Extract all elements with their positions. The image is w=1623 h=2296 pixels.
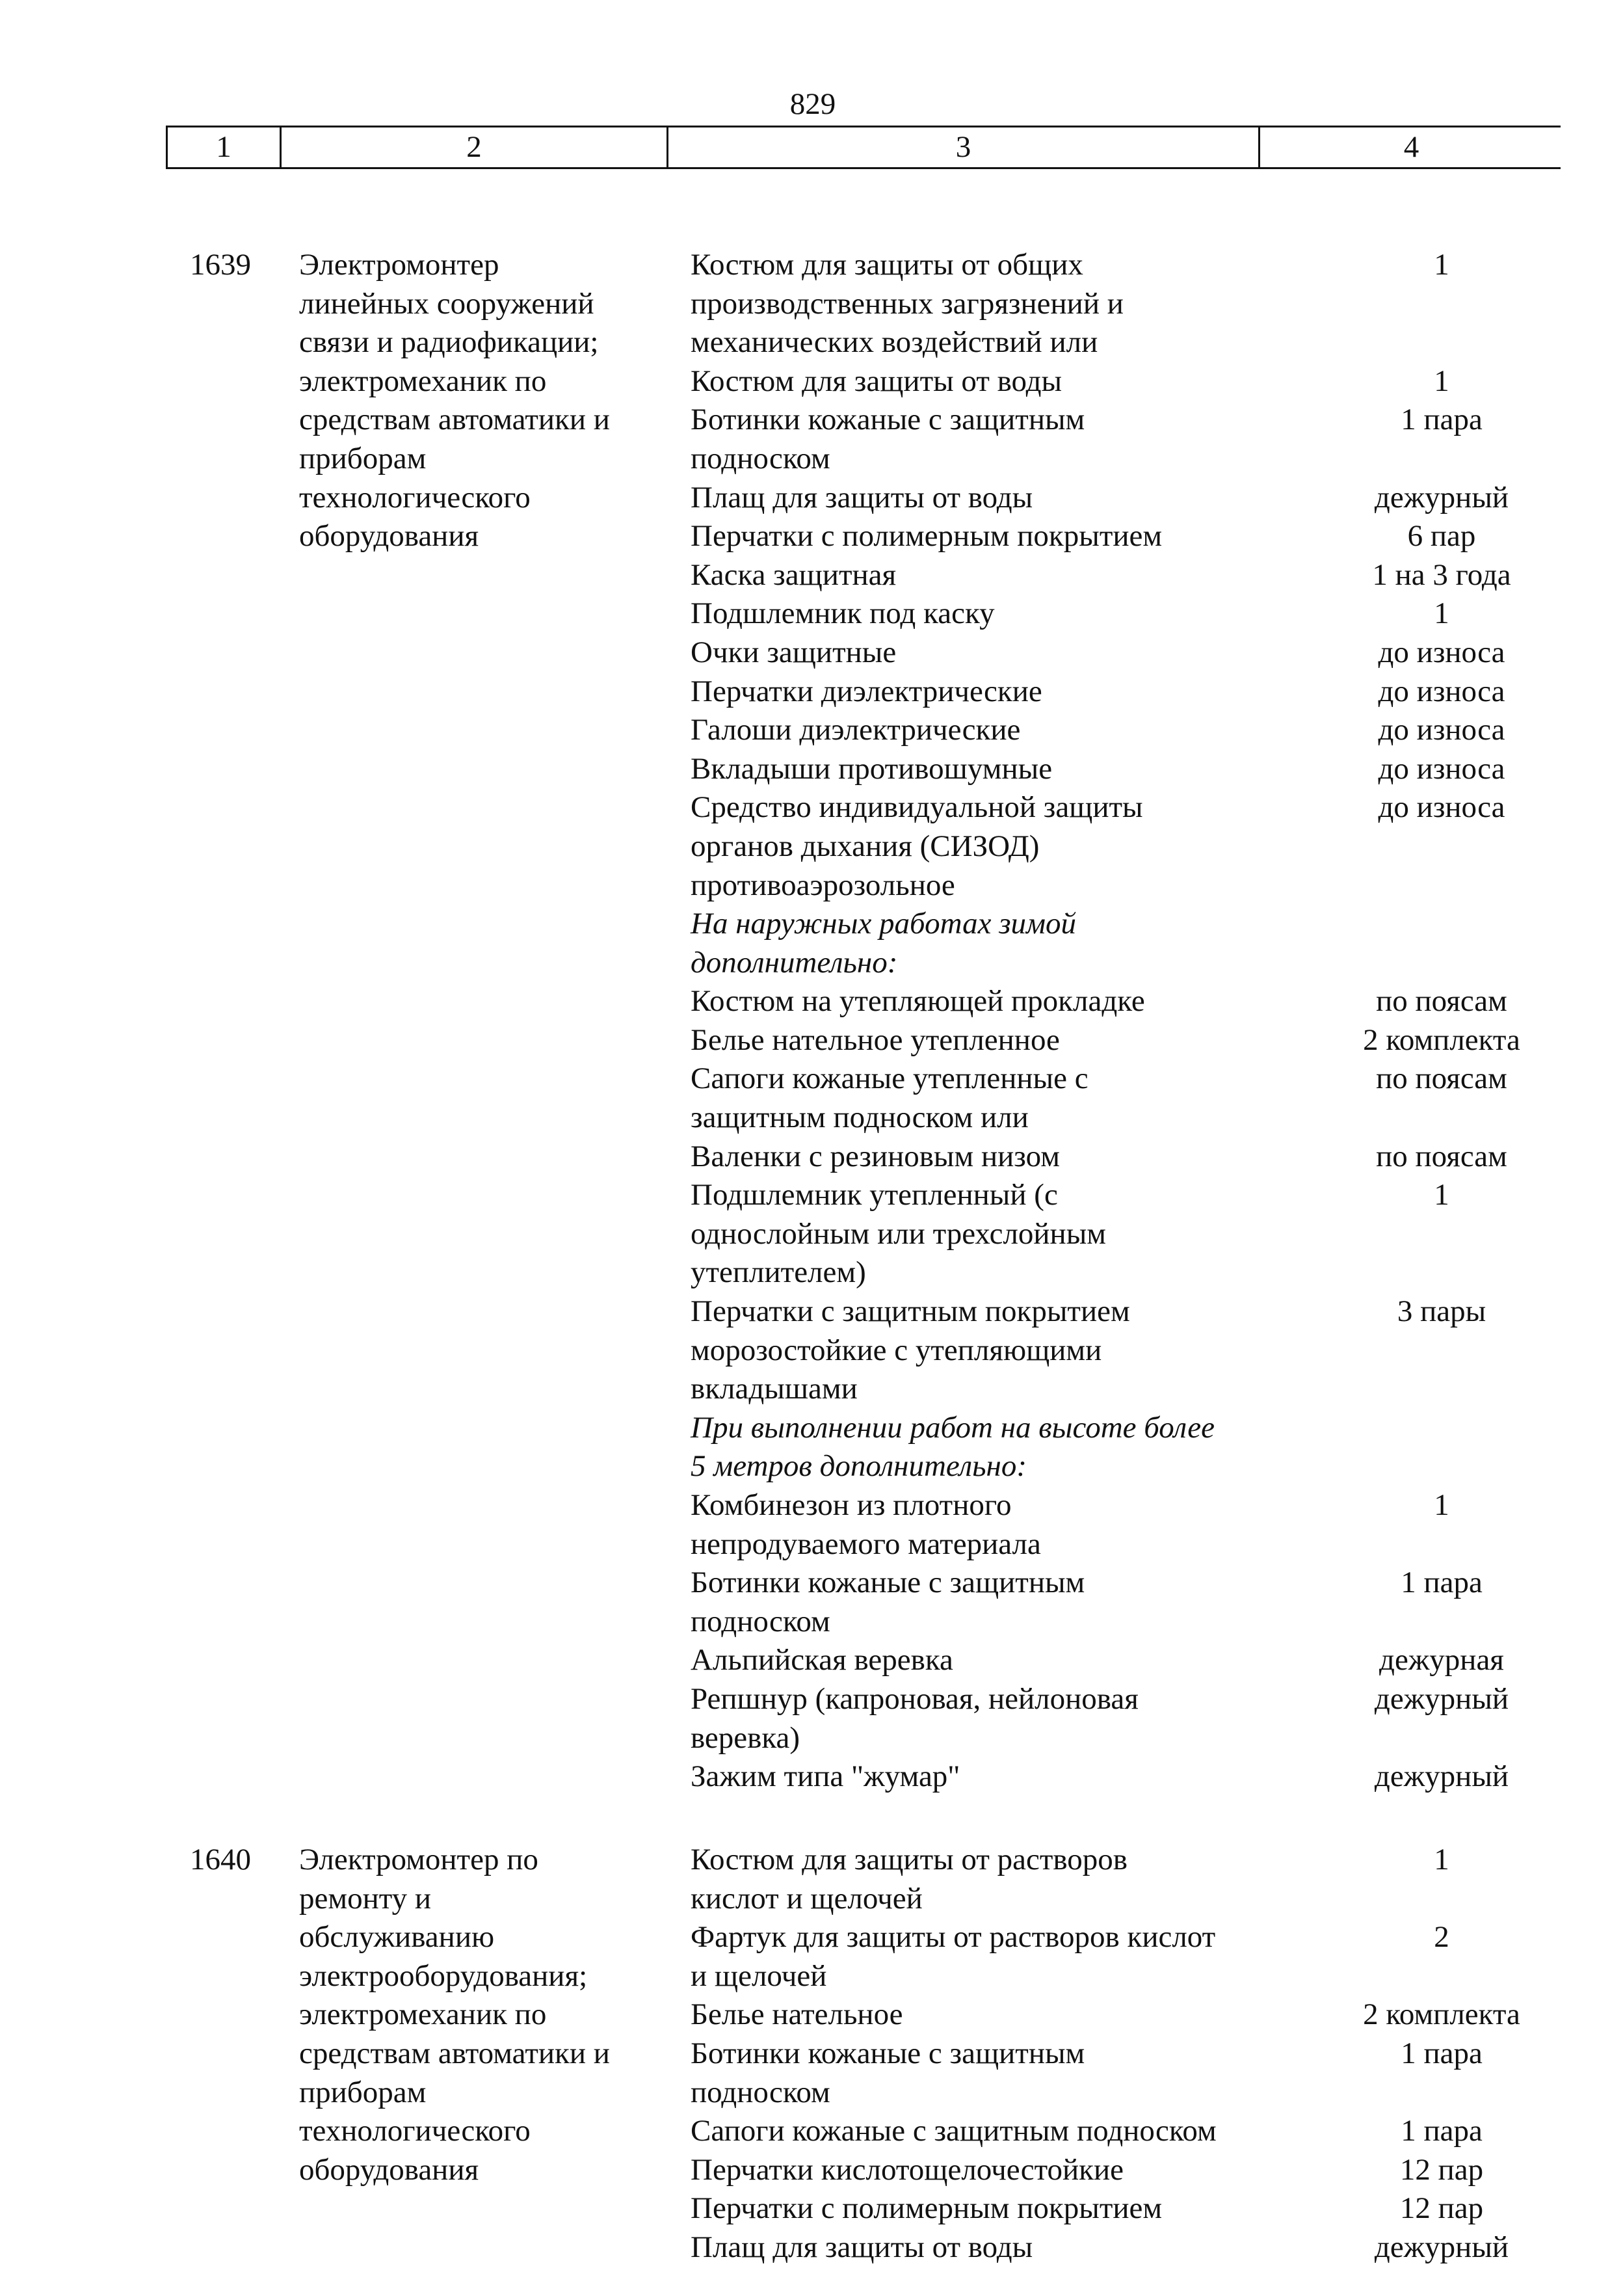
ppe-item-name-line: Сапоги кожаные утепленные с (691, 1061, 1089, 1096)
ppe-item-name-line: производственных загрязнений и (691, 286, 1124, 321)
ppe-item-row (0, 1564, 1623, 1641)
ppe-item-name-line: Плащ для защиты от воды (691, 480, 1033, 514)
ppe-item-row (0, 2035, 1623, 2112)
ppe-item-name-line: Альпийская веревка (691, 1643, 953, 1677)
ppe-item-name (691, 1060, 1302, 1137)
ppe-item-quantity: 6 пар (1407, 519, 1476, 554)
profession-line: оборудования (299, 2152, 479, 2187)
ppe-item-quantity: 12 пар (1399, 2191, 1484, 2226)
ppe-item-name-line: Каска защитная (691, 557, 897, 592)
profession-line: линейных сооружений (299, 286, 594, 321)
ppe-item-row (0, 556, 1623, 595)
ppe-item-name-line: непродуваемого материала (691, 1527, 1041, 1561)
ppe-item-name-line: Зажим типа "жумар" (691, 1759, 960, 1794)
ppe-item-name-line: подноском (691, 2075, 830, 2109)
ppe-item-name-line: Перчатки с полимерным покрытием (691, 2191, 1163, 2226)
section-subheading-row (0, 905, 1623, 982)
ppe-item-row (0, 517, 1623, 556)
ppe-item-name (691, 479, 1302, 518)
ppe-item-name-line: Сапоги кожаные с защитным подноском (691, 2114, 1217, 2148)
ppe-item-row (0, 246, 1623, 362)
ppe-item-name (691, 2228, 1302, 2267)
ppe-item-name (691, 1757, 1302, 1796)
ppe-item-quantity: 2 комплекта (1363, 1022, 1520, 1057)
ppe-item-name-line: Фартук для защиты от растворов кислот (691, 1920, 1216, 1955)
profession-line: технологического (299, 2114, 531, 2148)
page-number: 829 (789, 87, 836, 121)
profession-line: технологического (299, 480, 531, 514)
ppe-item-row (0, 1757, 1623, 1796)
ppe-item-name-line: веревка) (691, 1720, 800, 1755)
profession-line: Электромонтер (299, 248, 499, 282)
ppe-item-name-line: механических воздействий или (691, 325, 1098, 360)
ppe-item-quantity: 12 пар (1399, 2152, 1484, 2187)
ppe-item-name (691, 634, 1302, 673)
ppe-item-quantity: 1 пара (1401, 2114, 1483, 2148)
ppe-item-name (691, 2035, 1302, 2112)
header-col-2: 2 (282, 127, 668, 167)
ppe-item-row (0, 1138, 1623, 1177)
ppe-item-name-line: дополнительно: (691, 945, 898, 980)
ppe-item-name (691, 362, 1302, 401)
ppe-item-name-line: Подшлемник под каску (691, 596, 995, 631)
ppe-item-name-line: Ботинки кожаные с защитным (691, 403, 1085, 437)
ppe-item-quantity: 1 (1434, 1488, 1449, 1522)
ppe-item-row (0, 1486, 1623, 1564)
ppe-item-quantity: дежурная (1379, 1643, 1504, 1677)
ppe-item-row (0, 1918, 1623, 1996)
ppe-item-name-line: вкладышами (691, 1372, 858, 1406)
ppe-item-quantity: по поясам (1376, 1139, 1507, 1173)
ppe-item-name (691, 1409, 1302, 1486)
ppe-item-name (691, 905, 1302, 982)
profession-line: средствам автоматики и (299, 403, 610, 437)
ppe-item-name-line: противоаэрозольное (691, 868, 955, 902)
ppe-item-name-line: защитным подноском или (691, 1101, 1029, 1135)
ppe-item-quantity (1302, 1409, 1581, 1448)
entry-number: 1640 (190, 1843, 251, 1876)
ppe-item-name (691, 1564, 1302, 1641)
ppe-item-name-line: Белье нательное утепленное (691, 1022, 1060, 1057)
ppe-item-quantity: 1 пара (1401, 1566, 1483, 1600)
ppe-item-quantity: 2 комплекта (1363, 1997, 1520, 2032)
header-col-3: 3 (668, 127, 1260, 167)
profession-line: электромеханик по (299, 364, 547, 398)
profession-line: приборам (299, 2075, 427, 2109)
ppe-item-quantity: по поясам (1376, 984, 1507, 1019)
ppe-item-row (0, 711, 1623, 750)
ppe-item-name-line: Костюм на утепляющей прокладке (691, 984, 1145, 1019)
ppe-item-name-line: однослойным или трехслойным (691, 1216, 1107, 1251)
entry-number: 1639 (190, 248, 251, 282)
ppe-item-name-line: Перчатки с полимерным покрытием (691, 519, 1163, 554)
ppe-item-row (0, 982, 1623, 1021)
ppe-item-row (0, 634, 1623, 673)
ppe-item-row (0, 1680, 1623, 1757)
ppe-item-name (691, 982, 1302, 1021)
ppe-item-row (0, 594, 1623, 634)
ppe-item-name-line: Ботинки кожаные с защитным (691, 1566, 1085, 1600)
ppe-item-name (691, 1996, 1302, 2035)
ppe-item-row (0, 362, 1623, 401)
ppe-item-quantity: 1 (1434, 364, 1449, 398)
ppe-item-name-line: органов дыхания (СИЗОД) (691, 829, 1040, 863)
ppe-item-name-line: Очки защитные (691, 635, 897, 669)
ppe-item-quantity: 1 (1434, 596, 1449, 631)
ppe-item-name-line: Валенки с резиновым низом (691, 1139, 1060, 1173)
header-col-4: 4 (1403, 130, 1419, 164)
ppe-item-name-line: Галоши диэлектрические (691, 713, 1021, 747)
table-header-row (166, 126, 1561, 169)
ppe-item-name-line: Белье нательное (691, 1997, 903, 2032)
profession-line: связи и радиофикации; (299, 325, 599, 360)
ppe-item-name-line: Средство индивидуальной защиты (691, 790, 1143, 825)
ppe-item-quantity: до износа (1378, 713, 1505, 747)
profession-line: электромеханик по (299, 1997, 547, 2032)
ppe-item-name (691, 788, 1302, 905)
ppe-item-row (0, 1996, 1623, 2035)
ppe-item-row (0, 1841, 1623, 1918)
ppe-item-name-line: Репшнур (капроновая, нейлоновая (691, 1681, 1139, 1716)
ppe-item-row (0, 2189, 1623, 2228)
ppe-item-name-line: 5 метров дополнительно: (691, 1449, 1027, 1484)
ppe-item-name (691, 1176, 1302, 1292)
ppe-item-name (691, 1292, 1302, 1409)
ppe-item-row (0, 788, 1623, 905)
ppe-item-name (691, 1641, 1302, 1680)
ppe-item-quantity: дежурный (1374, 2230, 1509, 2264)
ppe-item-name (691, 556, 1302, 595)
profession-line: ремонту и (299, 1881, 432, 1916)
ppe-item-name-line: Комбинезон из плотного (691, 1488, 1012, 1522)
ppe-item-quantity: дежурный (1374, 480, 1509, 514)
ppe-items-list (0, 246, 1623, 1796)
ppe-item-name-line: На наружных работах зимой (691, 907, 1077, 941)
ppe-item-row (0, 1021, 1623, 1060)
ppe-item-row (0, 1641, 1623, 1680)
ppe-item-name-line: утеплителем) (691, 1255, 866, 1290)
ppe-item-quantity: 1 (1434, 1178, 1449, 1212)
ppe-item-quantity: дежурный (1374, 1681, 1509, 1716)
ppe-item-name-line: Костюм для защиты от растворов (691, 1843, 1128, 1876)
ppe-item-name (691, 1486, 1302, 1564)
ppe-item-quantity: 2 (1434, 1920, 1449, 1955)
ppe-item-row (0, 2228, 1623, 2267)
ppe-item-name (691, 517, 1302, 556)
profession-line: средствам автоматики и (299, 2036, 610, 2070)
ppe-item-name (691, 401, 1302, 478)
profession-line: оборудования (299, 519, 479, 554)
ppe-item-row (0, 2112, 1623, 2151)
ppe-item-name (691, 1021, 1302, 1060)
ppe-item-row (0, 750, 1623, 789)
ppe-item-row (0, 479, 1623, 518)
ppe-item-quantity: до износа (1378, 751, 1505, 786)
ppe-item-quantity: до износа (1378, 635, 1505, 669)
ppe-item-name-line: Плащ для защиты от воды (691, 2230, 1033, 2264)
ppe-item-name (691, 1138, 1302, 1177)
ppe-item-row (0, 401, 1623, 478)
ppe-item-name-line: Ботинки кожаные с защитным (691, 2036, 1085, 2070)
ppe-item-row (0, 1176, 1623, 1292)
ppe-item-name (691, 1841, 1302, 1918)
ppe-item-quantity: 1 на 3 года (1372, 557, 1511, 592)
ppe-item-name (691, 246, 1302, 362)
ppe-item-name-line: морозостойкие с утепляющими (691, 1333, 1102, 1367)
ppe-item-name-line: Подшлемник утепленный (с (691, 1178, 1058, 1212)
ppe-item-name (691, 711, 1302, 750)
ppe-item-quantity: 3 пары (1397, 1294, 1486, 1329)
ppe-item-name (691, 750, 1302, 789)
ppe-item-quantity: по поясам (1376, 1061, 1507, 1096)
header-col-1: 1 (168, 127, 282, 167)
ppe-item-name-line: При выполнении работ на высоте более (691, 1410, 1215, 1445)
ppe-item-name-line: подноском (691, 1604, 830, 1638)
ppe-item-quantity: до износа (1378, 790, 1505, 825)
ppe-item-name (691, 1918, 1302, 1996)
profession-line: приборам (299, 441, 427, 475)
ppe-item-quantity (1302, 905, 1581, 944)
ppe-item-name-line: подноском (691, 441, 830, 475)
profession-line: обслуживанию (299, 1920, 495, 1955)
ppe-item-row (0, 1060, 1623, 1137)
ppe-item-row (0, 2151, 1623, 2190)
ppe-item-name-line: Перчатки с защитным покрытием (691, 1294, 1130, 1329)
ppe-item-quantity: 1 (1434, 248, 1449, 282)
ppe-item-name-line: и щелочей (691, 1958, 827, 1993)
ppe-item-row (0, 673, 1623, 712)
ppe-item-name-line: кислот и щелочей (691, 1881, 923, 1916)
ppe-item-name (691, 594, 1302, 634)
ppe-item-row (0, 1292, 1623, 1409)
ppe-item-quantity: до износа (1378, 674, 1505, 708)
ppe-item-name-line: Костюм для защиты от общих (691, 248, 1083, 282)
ppe-item-quantity: 1 (1434, 1843, 1449, 1876)
ppe-item-name-line: Перчатки диэлектрические (691, 674, 1042, 708)
ppe-item-name-line: Вкладыши противошумные (691, 751, 1053, 786)
ppe-item-quantity: 1 пара (1401, 2036, 1483, 2070)
ppe-item-name (691, 1680, 1302, 1757)
ppe-item-name (691, 2189, 1302, 2228)
ppe-item-quantity: 1 пара (1401, 403, 1483, 437)
ppe-item-quantity: дежурный (1374, 1759, 1509, 1794)
ppe-item-name-line: Перчатки кислотощелочестойкие (691, 2152, 1124, 2187)
ppe-items-list (0, 1841, 1623, 2267)
ppe-item-name (691, 673, 1302, 712)
ppe-item-name-line: Костюм для защиты от воды (691, 364, 1062, 398)
profession-line: электрооборудования; (299, 1958, 588, 1993)
ppe-item-name (691, 2151, 1302, 2190)
ppe-item-name (691, 2112, 1302, 2151)
profession-line: Электромонтер по (299, 1843, 538, 1876)
section-subheading-row (0, 1409, 1623, 1486)
